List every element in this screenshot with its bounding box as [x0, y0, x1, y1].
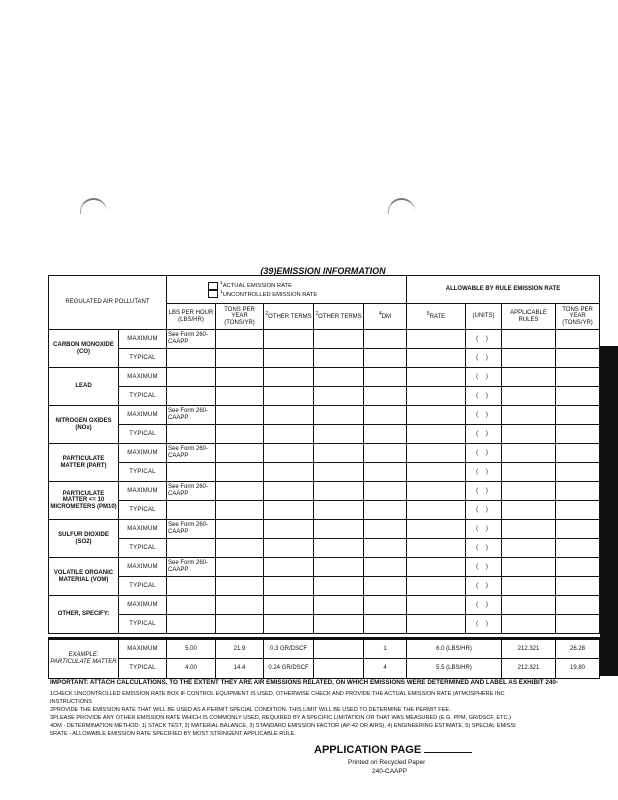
- allowable-tons-header: TONS PER YEAR (TONS/YR): [556, 304, 600, 330]
- see-form-note: See Form 260-CAAPP: [167, 444, 216, 463]
- rate-type-maximum: MAXIMUM: [119, 444, 167, 463]
- emission-input-cell[interactable]: [407, 330, 466, 349]
- punch-hole-right: [388, 198, 415, 214]
- emission-input-cell[interactable]: [216, 577, 264, 596]
- emission-input-cell[interactable]: [216, 539, 264, 558]
- recycled-paper-note: Printed on Recycled Paper: [348, 759, 426, 766]
- emission-input-cell[interactable]: [216, 558, 264, 577]
- emission-input-cell[interactable]: [364, 349, 407, 368]
- emission-input-cell[interactable]: [216, 330, 264, 349]
- emission-input-cell[interactable]: [314, 615, 364, 634]
- emission-input-cell[interactable]: [264, 482, 314, 501]
- pollutant-row: [49, 330, 600, 349]
- emission-input-cell[interactable]: [314, 596, 364, 615]
- emission-input-cell[interactable]: [167, 596, 216, 615]
- units-field[interactable]: ( ): [466, 539, 502, 558]
- emission-input-cell[interactable]: [502, 444, 556, 463]
- emission-input-cell[interactable]: [556, 577, 600, 596]
- emission-input-cell[interactable]: [216, 425, 264, 444]
- footnote-2: 2PROVIDE THE EMISSION RATE THAT WILL BE USED AS A PERMIT SPECIAL CONDITION. THIS LIMIT WILL BE USED TO DETERMINE THE PERMIT FEE.: [50, 707, 451, 713]
- pollutant-name: VOLATILE ORGANIC MATERIAL (VOM): [49, 558, 119, 596]
- example-tons-typ: 14.4: [216, 659, 264, 679]
- emission-input-cell[interactable]: [556, 520, 600, 539]
- allowable-title: ALLOWABLE BY RULE EMISSION RATE: [407, 276, 600, 304]
- see-form-note: See Form 260-CAAPP: [167, 482, 216, 501]
- emission-input-cell[interactable]: [264, 349, 314, 368]
- emission-input-cell[interactable]: [556, 501, 600, 520]
- example-rate-typ: 5.5 (LBS/HR): [407, 659, 502, 679]
- pollutant-name: PARTICULATE MATTER <= 10 MICROMETERS (PM10): [49, 482, 119, 520]
- footnote-1: 1CHECK UNCONTROLLED EMISSION RATE BOX IF CONTROL EQUIPMENT IS USED, OTHERWISE CHECK AND PROVIDE THE ACTUAL EMISSION RATE (ATMOSPHERE INC: [50, 691, 505, 697]
- units-field[interactable]: ( ): [466, 463, 502, 482]
- see-form-note: See Form 260-CAAPP: [167, 330, 216, 349]
- emission-input-cell[interactable]: [216, 463, 264, 482]
- example-tons-allow-max: 26.28: [556, 639, 600, 659]
- units-field[interactable]: ( ): [466, 501, 502, 520]
- emission-input-cell[interactable]: [264, 406, 314, 425]
- rate-type-typical: TYPICAL: [119, 577, 167, 596]
- pollutant-row: [49, 349, 600, 368]
- emission-table: [48, 275, 600, 679]
- example-tons-allow-typ: 19.80: [556, 659, 600, 679]
- pollutant-name: SULFUR DIOXIDE (SO2): [49, 520, 119, 558]
- emission-input-cell[interactable]: [264, 615, 314, 634]
- emission-input-cell[interactable]: [216, 444, 264, 463]
- scan-edge-bar: [600, 346, 618, 676]
- emission-input-cell[interactable]: [502, 539, 556, 558]
- emission-input-cell[interactable]: [502, 425, 556, 444]
- rate-type-maximum: MAXIMUM: [119, 639, 167, 659]
- emission-input-cell[interactable]: [502, 596, 556, 615]
- units-field[interactable]: ( ): [466, 330, 502, 349]
- emission-input-cell[interactable]: [556, 558, 600, 577]
- emission-input-cell[interactable]: [167, 615, 216, 634]
- pollutant-row: [49, 406, 600, 425]
- emission-input-cell[interactable]: [364, 330, 407, 349]
- emission-input-cell[interactable]: [364, 444, 407, 463]
- emission-input-cell[interactable]: [167, 368, 216, 387]
- pollutant-name: CARBON MONOXIDE (CO): [49, 330, 119, 368]
- footnote-4: 4DM - DETERMINATION METHOD: 1) STACK TEST, 2) MATERIAL BALANCE, 3) STANDARD EMISSION FACTOR (AP-42 OR AIRS), 4) ENGINEERING ESTIMATE, 5) SPECIAL EMISSI: [50, 723, 516, 729]
- emission-input-cell[interactable]: [364, 520, 407, 539]
- emission-input-cell[interactable]: [502, 368, 556, 387]
- pollutant-row: [49, 463, 600, 482]
- page-number-line[interactable]: [424, 752, 472, 753]
- pollutant-row: [49, 539, 600, 558]
- dm-header: $^4$DM: [364, 304, 407, 330]
- emission-input-cell[interactable]: [264, 444, 314, 463]
- emission-input-cell[interactable]: [364, 615, 407, 634]
- emission-input-cell[interactable]: [556, 539, 600, 558]
- emission-input-cell[interactable]: [314, 501, 364, 520]
- emission-input-cell[interactable]: [216, 596, 264, 615]
- units-field[interactable]: ( ): [466, 406, 502, 425]
- emission-input-cell[interactable]: [167, 539, 216, 558]
- see-form-note: See Form 260-CAAPP: [167, 406, 216, 425]
- emission-input-cell[interactable]: [264, 577, 314, 596]
- units-field[interactable]: ( ): [466, 387, 502, 406]
- punch-hole-left: [80, 198, 107, 214]
- emission-input-cell[interactable]: [407, 577, 466, 596]
- emission-input-cell[interactable]: [264, 387, 314, 406]
- emission-input-cell[interactable]: [407, 444, 466, 463]
- example-label: EXAMPLE: PARTICULATE MATTER: [49, 639, 119, 679]
- emission-input-cell[interactable]: [216, 387, 264, 406]
- emission-input-cell[interactable]: [407, 596, 466, 615]
- rate-type-typical: TYPICAL: [119, 501, 167, 520]
- footnote-3: 3PLEASE PROVIDE ANY OTHER EMISSION RATE WHICH IS COMMONLY USED, REQUIRED BY A SPECIFIC LIMITATION OR THAT WAS MEASURED (E.G. PPM, GR/DSCF, ETC.): [50, 715, 511, 721]
- emission-input-cell[interactable]: [407, 425, 466, 444]
- see-form-note: See Form 260-CAAPP: [167, 558, 216, 577]
- emission-input-cell[interactable]: [502, 349, 556, 368]
- rate-type-typical: TYPICAL: [119, 539, 167, 558]
- emission-input-cell[interactable]: [556, 425, 600, 444]
- emission-input-cell[interactable]: [314, 482, 364, 501]
- emission-input-cell[interactable]: [407, 501, 466, 520]
- units-field[interactable]: ( ): [466, 368, 502, 387]
- example-dm-typ: 4: [364, 659, 407, 679]
- rate-type-typical: TYPICAL: [119, 349, 167, 368]
- form-number: 240-CAAPP: [372, 768, 408, 775]
- tons-yr-header: TONS PER YEAR (TONS/YR): [216, 304, 264, 330]
- example-other-max: 0.3 GR/DSCF: [264, 639, 314, 659]
- emission-input-cell[interactable]: [502, 387, 556, 406]
- emission-input-cell[interactable]: [556, 406, 600, 425]
- pollutant-row: [49, 425, 600, 444]
- emission-input-cell[interactable]: [264, 501, 314, 520]
- rate-type-typical: TYPICAL: [119, 463, 167, 482]
- units-field[interactable]: ( ): [466, 558, 502, 577]
- emission-input-cell[interactable]: [314, 349, 364, 368]
- pollutant-row: [49, 596, 600, 615]
- units-field[interactable]: ( ): [466, 577, 502, 596]
- rate-type-maximum: MAXIMUM: [119, 406, 167, 425]
- rate-type-maximum: MAXIMUM: [119, 558, 167, 577]
- emission-input-cell[interactable]: [314, 330, 364, 349]
- emission-input-cell[interactable]: [502, 615, 556, 634]
- emission-input-cell[interactable]: [364, 425, 407, 444]
- emission-input-cell[interactable]: [364, 596, 407, 615]
- rate-type-maximum: MAXIMUM: [119, 368, 167, 387]
- units-field[interactable]: ( ): [466, 349, 502, 368]
- section-title: (39)EMISSION INFORMATION: [260, 266, 386, 276]
- important-note: IMPORTANT: ATTACH CALCULATIONS, TO THE EXTENT THEY ARE AIR EMISSIONS RELATED, ON WHICH EMISSIONS WERE DETERMINED AND LABEL AS EXHIBIT 240-: [50, 679, 558, 686]
- emission-input-cell[interactable]: [364, 482, 407, 501]
- emission-input-cell[interactable]: [364, 463, 407, 482]
- rate-type-maximum: MAXIMUM: [119, 330, 167, 349]
- emission-input-cell[interactable]: [264, 425, 314, 444]
- emission-input-cell[interactable]: [407, 406, 466, 425]
- emission-input-cell[interactable]: [407, 520, 466, 539]
- emission-input-cell[interactable]: [502, 501, 556, 520]
- emission-input-cell[interactable]: [167, 501, 216, 520]
- rate-type-maximum: MAXIMUM: [119, 520, 167, 539]
- example-dm-max: 1: [364, 639, 407, 659]
- emission-input-cell[interactable]: [556, 368, 600, 387]
- emission-input-cell[interactable]: [167, 425, 216, 444]
- emission-input-cell[interactable]: [264, 330, 314, 349]
- example-lbs-typ: 4.00: [167, 659, 216, 679]
- pollutant-name: NITROGEN OXIDES (NOx): [49, 406, 119, 444]
- rate-header: $^5$RATE: [407, 304, 466, 330]
- emission-type-checkboxes: $^1$ACTUAL EMISSION RATE $^1$UNCONTROLLED EMISSION RATE: [167, 276, 407, 304]
- emission-input-cell[interactable]: [264, 520, 314, 539]
- units-field[interactable]: ( ): [466, 615, 502, 634]
- emission-input-cell[interactable]: [264, 368, 314, 387]
- emission-input-cell[interactable]: [216, 501, 264, 520]
- see-form-note: See Form 260-CAAPP: [167, 520, 216, 539]
- pollutant-row: [49, 387, 600, 406]
- emission-input-cell[interactable]: [502, 558, 556, 577]
- pollutant-row: [49, 501, 600, 520]
- emission-input-cell[interactable]: [167, 387, 216, 406]
- emission-input-cell[interactable]: [407, 539, 466, 558]
- rate-type-typical: TYPICAL: [119, 659, 167, 679]
- pollutant-row: [49, 520, 600, 539]
- other-terms-header-2: $^2$OTHER TERMS: [314, 304, 364, 330]
- emission-input-cell[interactable]: [556, 330, 600, 349]
- emission-input-cell[interactable]: [314, 577, 364, 596]
- footnote-5: 5RATE - ALLOWABLE EMISSION RATE SPECIFIED BY MOST STRINGENT APPLICABLE RULE.: [50, 731, 296, 737]
- units-field[interactable]: ( ): [466, 596, 502, 615]
- pollutant-row: [49, 444, 600, 463]
- emission-input-cell[interactable]: [216, 349, 264, 368]
- emission-input-cell[interactable]: [314, 425, 364, 444]
- rate-type-typical: TYPICAL: [119, 425, 167, 444]
- units-field[interactable]: ( ): [466, 482, 502, 501]
- emission-input-cell[interactable]: [502, 482, 556, 501]
- emission-input-cell[interactable]: [167, 463, 216, 482]
- emission-input-cell[interactable]: [502, 406, 556, 425]
- emission-input-cell[interactable]: [407, 615, 466, 634]
- emission-input-cell[interactable]: [364, 539, 407, 558]
- emission-input-cell[interactable]: [407, 349, 466, 368]
- emission-input-cell[interactable]: [502, 463, 556, 482]
- example-rate-max: 6.0 (LBS/HR): [407, 639, 502, 659]
- emission-input-cell[interactable]: [364, 387, 407, 406]
- uncontrolled-rate-checkbox[interactable]: [208, 290, 218, 298]
- units-field[interactable]: ( ): [466, 444, 502, 463]
- emission-input-cell[interactable]: [167, 349, 216, 368]
- emission-input-cell[interactable]: [216, 615, 264, 634]
- rate-type-typical: TYPICAL: [119, 387, 167, 406]
- pollutant-row: [49, 615, 600, 634]
- emission-input-cell[interactable]: [502, 330, 556, 349]
- emission-input-cell[interactable]: [407, 368, 466, 387]
- emission-input-cell[interactable]: [216, 482, 264, 501]
- rate-type-maximum: MAXIMUM: [119, 596, 167, 615]
- emission-input-cell[interactable]: [407, 387, 466, 406]
- example-other-typ: 0.24 GR/DSCF: [264, 659, 314, 679]
- units-field[interactable]: ( ): [466, 520, 502, 539]
- pollutant-row: [49, 558, 600, 577]
- emission-input-cell[interactable]: [264, 596, 314, 615]
- emission-input-cell[interactable]: [364, 406, 407, 425]
- emission-input-cell[interactable]: [216, 368, 264, 387]
- pollutant-name: OTHER, SPECIFY:: [49, 596, 119, 634]
- emission-input-cell[interactable]: [364, 501, 407, 520]
- emission-input-cell[interactable]: [264, 558, 314, 577]
- pollutant-row: [49, 482, 600, 501]
- footnote-1-cont: INSTRUCTIONS: [50, 699, 92, 705]
- emission-input-cell[interactable]: [556, 463, 600, 482]
- emission-input-cell[interactable]: [502, 520, 556, 539]
- emission-input-cell[interactable]: [314, 558, 364, 577]
- emission-input-cell[interactable]: [556, 349, 600, 368]
- emission-input-cell[interactable]: [556, 387, 600, 406]
- emission-input-cell[interactable]: [264, 539, 314, 558]
- emission-input-cell[interactable]: [314, 520, 364, 539]
- units-header: (UNITS): [466, 304, 502, 330]
- emission-input-cell[interactable]: [502, 577, 556, 596]
- emission-input-cell[interactable]: [314, 387, 364, 406]
- emission-input-cell[interactable]: [314, 539, 364, 558]
- pollutant-header: REGULATED AIR POLLUTANT: [49, 276, 167, 330]
- emission-input-cell[interactable]: [216, 520, 264, 539]
- emission-input-cell[interactable]: [314, 368, 364, 387]
- emission-input-cell[interactable]: [407, 558, 466, 577]
- emission-input-cell[interactable]: [556, 615, 600, 634]
- actual-rate-checkbox[interactable]: [208, 282, 218, 290]
- example-lbs-max: 5.00: [167, 639, 216, 659]
- application-page-label: APPLICATION PAGE: [314, 744, 472, 756]
- rate-type-maximum: MAXIMUM: [119, 482, 167, 501]
- pollutant-row: [49, 577, 600, 596]
- units-field[interactable]: ( ): [466, 425, 502, 444]
- applicable-rules-header: APPLICABLE RULES: [502, 304, 556, 330]
- emission-input-cell[interactable]: [556, 596, 600, 615]
- emission-input-cell[interactable]: [556, 482, 600, 501]
- emission-input-cell[interactable]: [556, 444, 600, 463]
- emission-input-cell[interactable]: [216, 406, 264, 425]
- pollutant-name: LEAD: [49, 368, 119, 406]
- pollutant-name: PARTICULATE MATTER (PART): [49, 444, 119, 482]
- other-terms-header-1: $^2$OTHER TERMS: [264, 304, 314, 330]
- emission-input-cell[interactable]: [407, 482, 466, 501]
- emission-input-cell[interactable]: [314, 463, 364, 482]
- emission-input-cell[interactable]: [314, 406, 364, 425]
- emission-input-cell[interactable]: [364, 368, 407, 387]
- example-tons-max: 21.9: [216, 639, 264, 659]
- example-rules-typ: 212.321: [502, 659, 556, 679]
- emission-input-cell[interactable]: [364, 558, 407, 577]
- emission-input-cell[interactable]: [314, 444, 364, 463]
- rate-type-typical: TYPICAL: [119, 615, 167, 634]
- pollutant-row: [49, 368, 600, 387]
- emission-input-cell[interactable]: [264, 463, 314, 482]
- emission-input-cell[interactable]: [364, 577, 407, 596]
- emission-input-cell[interactable]: [167, 577, 216, 596]
- example-rules-max: 212.321: [502, 639, 556, 659]
- emission-input-cell[interactable]: [407, 463, 466, 482]
- lbs-hr-header: LBS PER HOUR (LBS/HR): [167, 304, 216, 330]
